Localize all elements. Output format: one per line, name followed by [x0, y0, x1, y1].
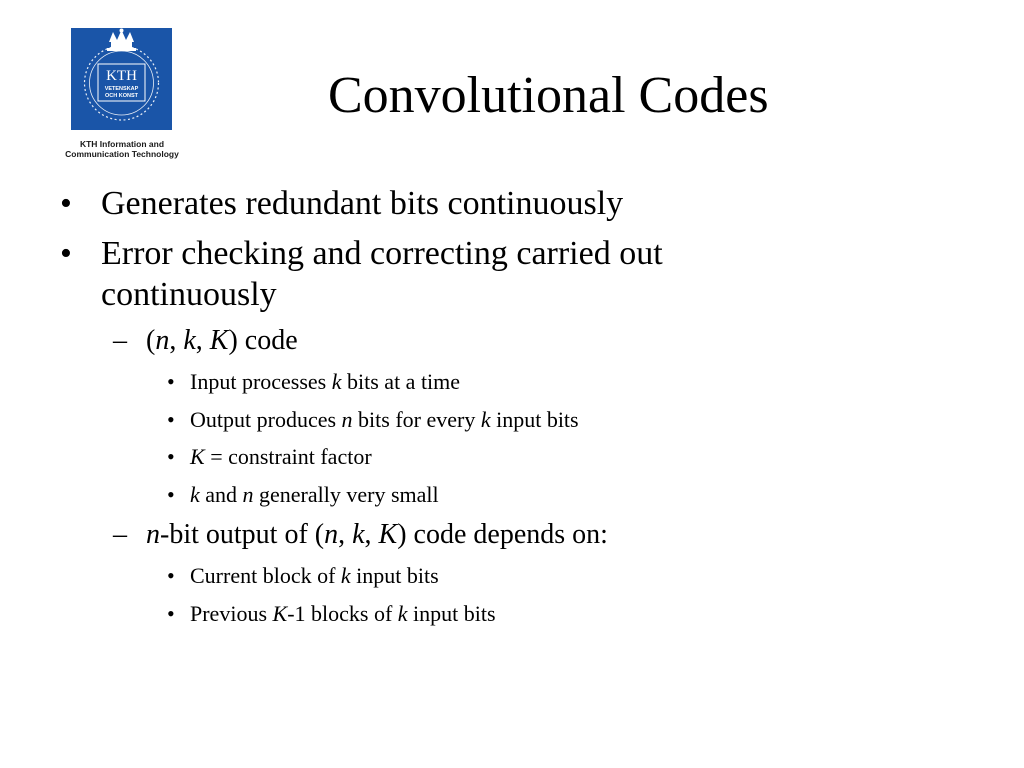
bullet-text: Generates redundant bits continuously	[101, 185, 624, 222]
slide-content	[0, 183, 1024, 637]
sub-sub-bullet-item	[0, 406, 1024, 434]
sub-sub-bullet-item	[0, 600, 1024, 628]
sub-sub-bullet-item	[0, 562, 1024, 590]
sub-sub-bullet-text: Previous K-1 blocks of k input bits	[190, 600, 496, 626]
sub-sub-bullet-item	[0, 443, 1024, 471]
sub-bullet-item	[0, 518, 1024, 552]
bullet-icon: •	[60, 185, 72, 222]
bullet-icon: •	[167, 563, 175, 588]
slide-title: Convolutional Codes	[328, 67, 769, 124]
logo-caption-line-2: Communication Technology	[65, 149, 179, 159]
bullet-icon: •	[167, 444, 175, 469]
sub-sub-bullet-text: K = constraint factor	[190, 444, 372, 469]
sub-sub-bullet-text: Input processes k bits at a time	[190, 369, 461, 394]
kth-crest-icon	[71, 28, 172, 130]
sub-sub-bullet-item	[0, 368, 1024, 396]
bullet-item	[0, 233, 781, 315]
bullet-icon: •	[167, 600, 175, 626]
logo-caption-line-1: KTH Information and	[79, 139, 165, 149]
dash-icon: –	[113, 519, 127, 550]
sub-sub-bullet-text: Current block of k input bits	[190, 563, 439, 588]
bullet-text: Error checking and correcting carried out continuously	[101, 235, 663, 313]
sub-bullet-text: (n, k, K) code	[146, 325, 298, 356]
dash-icon: –	[113, 325, 127, 356]
logo-subtitle-1: VETENSKAP	[104, 86, 139, 92]
sub-sub-bullet-item	[0, 481, 1024, 509]
bullet-icon: •	[60, 235, 72, 272]
bullet-icon: •	[167, 481, 175, 507]
sub-sub-bullet-text: Output produces n bits for every k input bits	[190, 406, 579, 432]
bullet-item	[0, 183, 781, 224]
logo-subtitle-2: OCH KONST	[105, 93, 138, 99]
sub-bullet-item	[0, 324, 1024, 358]
bullet-icon: •	[167, 406, 175, 432]
sub-bullet-text: n-bit output of (n, k, K) code depends on:	[146, 519, 608, 550]
sub-sub-bullet-text: k and n generally very small	[190, 481, 439, 507]
logo-caption	[52, 139, 192, 159]
logo-name: KTH	[106, 68, 137, 84]
kth-logo	[71, 28, 172, 130]
bullet-icon: •	[167, 369, 175, 394]
